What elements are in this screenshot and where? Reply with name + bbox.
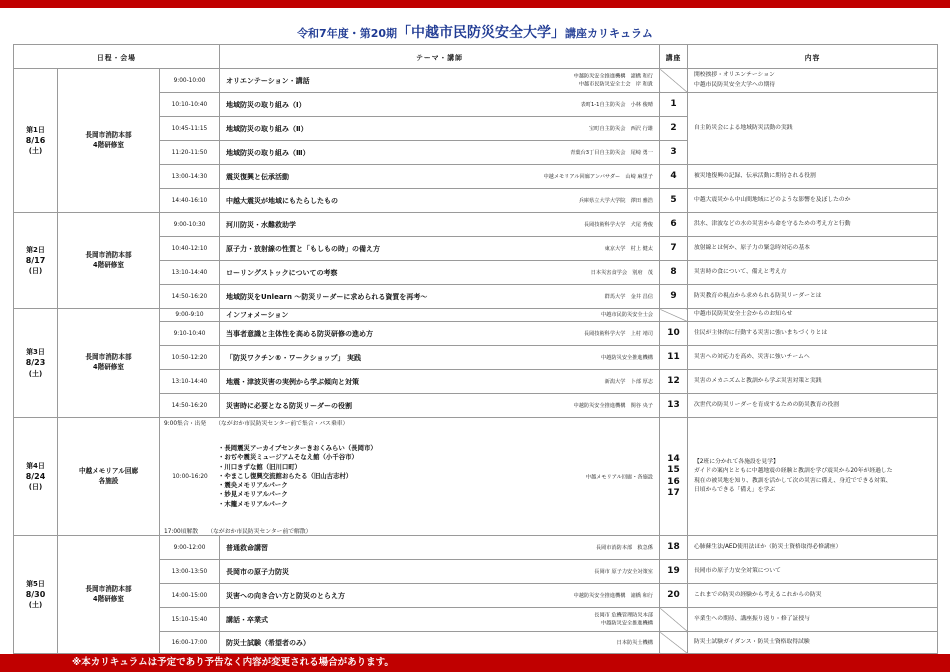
time-slot: 10:50-12:20 xyxy=(160,346,220,370)
lecture-num: 12 xyxy=(660,370,688,394)
lecture-num-empty xyxy=(660,632,688,654)
time-slot: 16:00-17:00 xyxy=(160,632,220,654)
theme-cell: 地域防災をUnlearn 〜防災リーダーに求められる資質を再考〜 群馬大学 金井 昌信 xyxy=(220,285,660,309)
content-cell: これまでの防災の経験から考えるこれからの防災 xyxy=(688,584,938,608)
theme-cell: 震災復興と伝承活動 中越メモリアル回廊アンバサダー 山崎 麻里子 xyxy=(220,165,660,189)
lecture-num: 19 xyxy=(660,560,688,584)
lecture-num: 9 xyxy=(660,285,688,309)
content-cell: 長岡市の原子力安全対策について xyxy=(688,560,938,584)
time-slot: 14:40-16:10 xyxy=(160,189,220,213)
time-slot: 11:20-11:50 xyxy=(160,141,220,165)
venue: 長岡市消防本部 4階研修室 xyxy=(58,309,160,418)
lecture-num: 7 xyxy=(660,237,688,261)
theme-cell: 地域防災の取り組み（Ⅲ） 青葉台3丁目自主防災会 尾崎 勇一 xyxy=(220,141,660,165)
theme-cell: 当事者意識と主体性を高める防災研修の進め方 長岡技術科学大学 上村 靖司 xyxy=(220,322,660,346)
venue: 中越メモリアル回廊 各施設 xyxy=(58,418,160,536)
theme-cell: 原子力・放射線の性質と「もしもの時」の備え方 東京大学 村上 健太 xyxy=(220,237,660,261)
time-slot: 9:10-10:40 xyxy=(160,322,220,346)
venue: 長岡市消防本部 4階研修室 xyxy=(58,213,160,309)
lecture-num: 20 xyxy=(660,584,688,608)
theme-cell: 河川防災・水難救助学 長岡技術科学大学 犬尾 秀俊 xyxy=(220,213,660,237)
content-cell: 災害への対応力を高め、災害に強いチームへ xyxy=(688,346,938,370)
time-slot: 13:00-13:50 xyxy=(160,560,220,584)
table-row xyxy=(14,536,938,560)
time-slot: 15:10-15:40 xyxy=(160,608,220,632)
content-cell: 放射線とは何か、原子力の緊急時対応の基本 xyxy=(688,237,938,261)
theme-cell: 地域防災の取り組み（Ⅰ） 表町1-1自主防災会 小林 俊晴 xyxy=(220,93,660,117)
footer-note: ※本カリキュラムは予定であり予告なく内容が変更される場合があります。 xyxy=(0,654,950,672)
time-slot: 14:50-16:20 xyxy=(160,285,220,309)
theme-cell: 中越大震災が地域にもたらしたもの 兵庫県立大学大学院 澤田 雅浩 xyxy=(220,189,660,213)
lecture-num-empty xyxy=(660,69,688,93)
lecture-num-empty xyxy=(660,608,688,632)
content-cell: 中越大震災から中山間地域にどのような影響を及ぼしたのか xyxy=(688,189,938,213)
header-content: 内容 xyxy=(688,45,938,69)
lecture-num: 4 xyxy=(660,165,688,189)
table-row xyxy=(14,69,938,93)
time-slot: 9:00-10:30 xyxy=(160,213,220,237)
theme-cell: 普通救命講習 長岡市消防本部 救急係 xyxy=(220,536,660,560)
time-slot: 10:10-10:40 xyxy=(160,93,220,117)
content-cell: 中越市民防災安全士会からのお知らせ xyxy=(688,309,938,322)
content-cell: 防災士試験ガイダンス・防災士資格取得試験 xyxy=(688,632,938,654)
theme-cell: オリエンテーション・講話 中越防災安全推進機構 諸橋 和行 中越市民防災安全士会 岸 和貴 xyxy=(220,69,660,93)
theme-cell: インフォメーション 中越市民防災安全士会 xyxy=(220,309,660,322)
day-label: 第5日 8/30 (土) xyxy=(14,536,58,654)
content-cell: 洪水、津波などの水の災害から命を守るための考え方と行動 xyxy=(688,213,938,237)
day-label: 第4日 8/24 (日) xyxy=(14,418,58,536)
time-slot: 9:00-10:00 xyxy=(160,69,220,93)
lecture-num: 10 xyxy=(660,322,688,346)
lecture-num-empty xyxy=(660,309,688,322)
content-cell: 防災教育の視点から求められる防災リーダーとは xyxy=(688,285,938,309)
theme-cell: 災害時に必要となる防災リーダーの役割 中越防災安全推進機構 関谷 央子 xyxy=(220,394,660,418)
theme-cell: 長岡市の原子力防災 長岡市 原子力安全対策室 xyxy=(220,560,660,584)
day-label: 第3日 8/23 (土) xyxy=(14,309,58,418)
header-theme: テーマ・講師 xyxy=(220,45,660,69)
content-cell: 自主防災会による地域防災活動の実践 xyxy=(688,93,938,165)
time-slot: 9:00-12:00 xyxy=(160,536,220,560)
title-suffix: 講座カリキュラム xyxy=(565,27,653,40)
lecture-num: 3 xyxy=(660,141,688,165)
lecture-num: 11 xyxy=(660,346,688,370)
lecture-num: 6 xyxy=(660,213,688,237)
time-slot: 13:00-14:30 xyxy=(160,165,220,189)
day-label: 第2日 8/17 (日) xyxy=(14,213,58,309)
lecture-num: 8 xyxy=(660,261,688,285)
time-slot: 14:00-15:00 xyxy=(160,584,220,608)
time-slot: 9:00-9:10 xyxy=(160,309,220,322)
page-title xyxy=(0,22,950,42)
content-cell: 災害のメカニズムと教訓から学ぶ災害対策と実践 xyxy=(688,370,938,394)
lecture-num: 1 xyxy=(660,93,688,117)
top-accent-bar xyxy=(0,0,950,8)
lecture-num: 13 xyxy=(660,394,688,418)
table-row xyxy=(14,213,938,237)
theme-cell: ローリングストックについての考察 日本災害食学会 別府 茂 xyxy=(220,261,660,285)
content-cell: 被災地復興の記録、伝承活動に期待される役割 xyxy=(688,165,938,189)
time-slot: 10:40-12:10 xyxy=(160,237,220,261)
venue: 長岡市消防本部 4階研修室 xyxy=(58,69,160,213)
content-cell: 次世代の防災リーダーを育成するための防災教育の役割 xyxy=(688,394,938,418)
theme-cell: 「防災ワクチン®・ワークショップ」 実践 中越防災安全推進機構 xyxy=(220,346,660,370)
header-schedule: 日程・会場 xyxy=(14,45,220,69)
time-slot: 13:10-14:40 xyxy=(160,261,220,285)
venue: 長岡市消防本部 4階研修室 xyxy=(58,536,160,654)
lecture-num: 2 xyxy=(660,117,688,141)
time-slot: 13:10-14:40 xyxy=(160,370,220,394)
fieldtrip-end: 17:00頃解散 （ながおか市民防災センター前で解散） xyxy=(160,526,660,536)
fieldtrip-content: 【2班に分かれて各施設を見学】 ガイドの案内とともに中越地震の経験と教訓を学び震災から20年が経過した 現在の被災地を知り、教訓を活かして次の災害に備え、身近でできる対策、 日頃からできる「備え」を学ぶ xyxy=(688,418,938,536)
theme-cell: 防災士試験（希望者のみ） 日本防災士機構 xyxy=(220,632,660,654)
fieldtrip-sites: 10:00-16:20 ・長岡震災アーカイブセンターきおくみらい（長岡市） ・おぢや震災ミュージアムそなえ館（小千谷市） ・川口きずな館（旧川口町） ・やまこし復興交流館おらたる（旧山古志村） ・震央メモリアルパーク ・妙見メモリアルパーク ・木籠メモリアルパーク 中越メモリアル回廊・各施設 xyxy=(160,428,660,526)
header-row xyxy=(14,45,938,69)
content-cell: 心肺蘇生法/AED使用法ほか（防災士資格取得必修講座） xyxy=(688,536,938,560)
theme-cell: 地域防災の取り組み（Ⅱ） 宝町自主防災会 西沢 行雄 xyxy=(220,117,660,141)
time-slot: 10:45-11:15 xyxy=(160,117,220,141)
theme-cell: 災害への向き合い方と防災のとらえ方 中越防災安全推進機構 諸橋 和行 xyxy=(220,584,660,608)
table-row xyxy=(14,418,938,428)
header-lecture: 講座 xyxy=(660,45,688,69)
lecture-num: 5 xyxy=(660,189,688,213)
content-cell: 開校挨拶・オリエンテーション 中越市民防災安全大学への期待 xyxy=(688,69,938,93)
time-slot: 14:50-16:20 xyxy=(160,394,220,418)
content-cell: 災害時の食について、備えと考え方 xyxy=(688,261,938,285)
curriculum-table xyxy=(13,44,938,654)
theme-cell: 地震・津波災害の実例から学ぶ傾向と対策 新潟大学 卜部 厚志 xyxy=(220,370,660,394)
content-cell: 住民が主体的に行動する災害に強いまちづくりとは xyxy=(688,322,938,346)
fieldtrip-start: 9:00集合・出発 （ながおか市民防災センター前で集合・バス乗車） xyxy=(160,418,660,428)
table-row xyxy=(14,309,938,322)
lecture-num: 18 xyxy=(660,536,688,560)
day-label: 第1日 8/16 (土) xyxy=(14,69,58,213)
content-cell: 卒業生への期待、講座振り返り・修了証授与 xyxy=(688,608,938,632)
title-main: 「中越市民防災安全大学」 xyxy=(397,25,566,41)
theme-cell: 講話・卒業式 長岡市 危機管理防災本部 中越防災安全推進機構 xyxy=(220,608,660,632)
lecture-num-group: 14 15 16 17 xyxy=(660,418,688,536)
title-prefix: 令和7年度・第20期 xyxy=(297,27,398,40)
